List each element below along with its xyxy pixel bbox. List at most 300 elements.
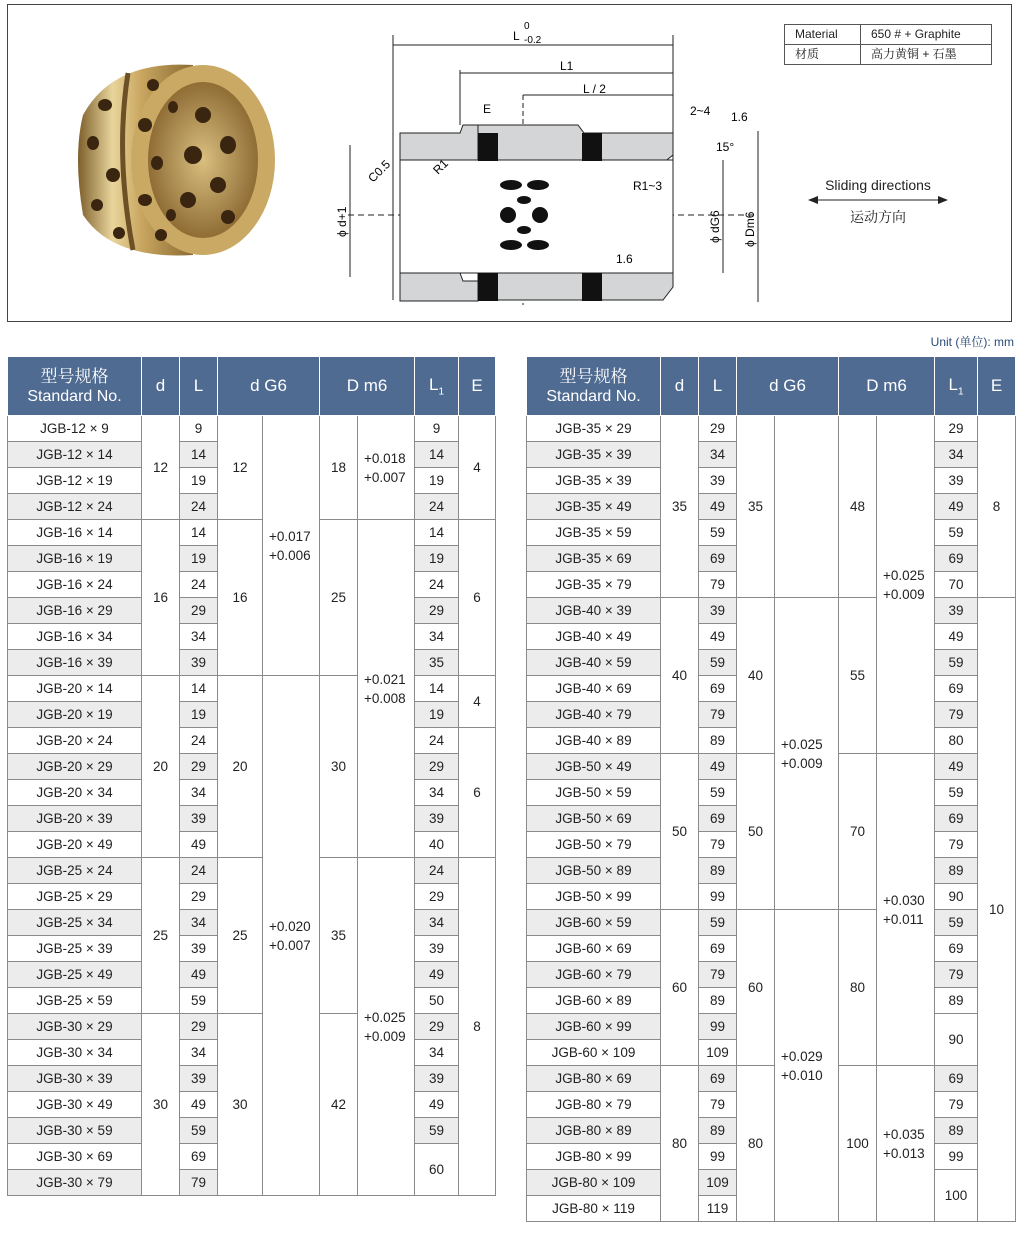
spec-table-left bbox=[7, 356, 496, 1196]
cell-L: 49 bbox=[180, 1092, 218, 1118]
sliding-label-zh: 运动方向 bbox=[850, 209, 906, 225]
cell-L1: 24 bbox=[415, 494, 459, 520]
tolerance-lower: +0.006 bbox=[269, 547, 311, 563]
header-Dm6: D m6 bbox=[839, 357, 935, 416]
cell-L1: 39 bbox=[415, 1066, 459, 1092]
cell-L1: 100 bbox=[935, 1170, 978, 1222]
cell-dG6-tolerance bbox=[263, 416, 320, 676]
cell-standard-no: JGB-16 × 24 bbox=[8, 572, 142, 598]
dim-Dm6: ϕ Dm6 bbox=[743, 211, 757, 247]
table-header-row bbox=[8, 357, 496, 416]
cell-standard-no: JGB-30 × 29 bbox=[8, 1014, 142, 1040]
cell-L1: 70 bbox=[935, 572, 978, 598]
cell-D: 80 bbox=[839, 910, 877, 1066]
cell-standard-no: JGB-16 × 39 bbox=[8, 650, 142, 676]
cell-standard-no: JGB-30 × 79 bbox=[8, 1170, 142, 1196]
cell-L1: 39 bbox=[935, 468, 978, 494]
cell-standard-no: JGB-40 × 89 bbox=[527, 728, 661, 754]
technical-drawing bbox=[328, 15, 778, 315]
cell-L: 34 bbox=[180, 780, 218, 806]
cell-L1: 79 bbox=[935, 702, 978, 728]
cell-standard-no: JGB-35 × 59 bbox=[527, 520, 661, 546]
cell-D: 18 bbox=[320, 416, 358, 520]
cell-standard-no: JGB-50 × 49 bbox=[527, 754, 661, 780]
tolerance-lower: +0.009 bbox=[883, 586, 925, 602]
cell-L: 39 bbox=[180, 806, 218, 832]
header-E: E bbox=[459, 357, 496, 416]
header-L1: $L_1$ bbox=[935, 357, 978, 416]
cell-standard-no: JGB-25 × 29 bbox=[8, 884, 142, 910]
tolerance-lower: +0.013 bbox=[883, 1145, 925, 1161]
header-E: E bbox=[978, 357, 1016, 416]
cell-d: 30 bbox=[142, 1014, 180, 1196]
dim-L1: L1 bbox=[560, 59, 574, 73]
cell-standard-no: JGB-30 × 69 bbox=[8, 1144, 142, 1170]
cell-L: 99 bbox=[699, 884, 737, 910]
cell-standard-no: JGB-80 × 89 bbox=[527, 1118, 661, 1144]
material-table bbox=[784, 24, 992, 65]
tolerance-upper: +0.017 bbox=[269, 528, 311, 544]
cell-Dm6-tolerance bbox=[877, 754, 935, 1066]
cell-standard-no: JGB-60 × 89 bbox=[527, 988, 661, 1014]
cell-dG6: 60 bbox=[737, 910, 775, 1066]
cell-d: 20 bbox=[142, 676, 180, 858]
cell-L1: 69 bbox=[935, 1066, 978, 1092]
cell-L: 69 bbox=[699, 1066, 737, 1092]
cell-L1: 29 bbox=[415, 1014, 459, 1040]
cell-L1: 19 bbox=[415, 702, 459, 728]
header-L: L bbox=[699, 357, 737, 416]
cell-L: 19 bbox=[180, 702, 218, 728]
cell-standard-no: JGB-16 × 19 bbox=[8, 546, 142, 572]
cell-L1: 24 bbox=[415, 572, 459, 598]
cell-dG6: 12 bbox=[218, 416, 263, 520]
cell-L: 24 bbox=[180, 494, 218, 520]
cell-dG6: 25 bbox=[218, 858, 263, 1014]
cell-E: 8 bbox=[459, 858, 496, 1196]
cell-standard-no: JGB-12 × 24 bbox=[8, 494, 142, 520]
dim-L: L bbox=[513, 29, 520, 43]
table-row bbox=[8, 416, 496, 442]
cell-D: 25 bbox=[320, 520, 358, 676]
angle-15: 15° bbox=[716, 140, 735, 154]
dim-E: E bbox=[483, 102, 492, 116]
cell-L: 29 bbox=[180, 884, 218, 910]
cell-dG6-tolerance bbox=[775, 416, 839, 598]
cell-dG6: 16 bbox=[218, 520, 263, 676]
cell-L: 34 bbox=[180, 1040, 218, 1066]
cell-L1: 89 bbox=[935, 858, 978, 884]
cell-L1: 29 bbox=[415, 884, 459, 910]
cell-standard-no: JGB-12 × 9 bbox=[8, 416, 142, 442]
cell-L: 19 bbox=[180, 468, 218, 494]
cell-L1: 34 bbox=[935, 442, 978, 468]
table-row bbox=[8, 858, 496, 884]
cell-L1: 14 bbox=[415, 520, 459, 546]
cell-L: 34 bbox=[180, 910, 218, 936]
cell-L: 89 bbox=[699, 728, 737, 754]
tolerance-upper: +0.025 bbox=[883, 567, 925, 583]
cell-L1: 49 bbox=[935, 624, 978, 650]
cell-standard-no: JGB-35 × 69 bbox=[527, 546, 661, 572]
tolerance-upper: +0.035 bbox=[883, 1126, 925, 1142]
table-row bbox=[8, 1014, 496, 1040]
dim-d-plus-1: ϕ d+1 bbox=[335, 206, 349, 237]
cell-D: 35 bbox=[320, 858, 358, 1014]
cell-L: 79 bbox=[699, 962, 737, 988]
cell-L: 109 bbox=[699, 1170, 737, 1196]
cell-L1: 34 bbox=[415, 624, 459, 650]
cell-standard-no: JGB-35 × 39 bbox=[527, 442, 661, 468]
cell-dG6: 40 bbox=[737, 598, 775, 754]
cell-L: 69 bbox=[699, 676, 737, 702]
cell-Dm6-tolerance bbox=[358, 416, 415, 520]
cell-L1: 19 bbox=[415, 468, 459, 494]
cell-E: 4 bbox=[459, 676, 496, 728]
tolerance-lower: +0.007 bbox=[364, 469, 406, 485]
cell-standard-no: JGB-20 × 34 bbox=[8, 780, 142, 806]
cell-standard-no: JGB-80 × 69 bbox=[527, 1066, 661, 1092]
cell-D: 70 bbox=[839, 754, 877, 910]
cell-L1: 59 bbox=[415, 1118, 459, 1144]
cell-L1: 79 bbox=[935, 832, 978, 858]
header-d: d bbox=[142, 357, 180, 416]
cell-L: 24 bbox=[180, 572, 218, 598]
cell-E: 4 bbox=[459, 416, 496, 520]
cell-L: 69 bbox=[180, 1144, 218, 1170]
cell-standard-no: JGB-20 × 29 bbox=[8, 754, 142, 780]
cell-L1: 59 bbox=[935, 780, 978, 806]
table-row bbox=[8, 520, 496, 546]
cell-D: 30 bbox=[320, 676, 358, 858]
cell-standard-no: JGB-35 × 79 bbox=[527, 572, 661, 598]
cell-d: 25 bbox=[142, 858, 180, 1014]
cell-L: 49 bbox=[180, 962, 218, 988]
radius-r1: R1 bbox=[430, 156, 451, 178]
cell-standard-no: JGB-20 × 49 bbox=[8, 832, 142, 858]
cell-E: 6 bbox=[459, 728, 496, 858]
cell-standard-no: JGB-20 × 39 bbox=[8, 806, 142, 832]
cell-L: 79 bbox=[699, 702, 737, 728]
cell-standard-no: JGB-20 × 14 bbox=[8, 676, 142, 702]
cell-L: 59 bbox=[180, 1118, 218, 1144]
header-Dm6: D m6 bbox=[320, 357, 415, 416]
cell-L: 69 bbox=[699, 936, 737, 962]
material-row bbox=[785, 25, 992, 45]
material-label: 材质 bbox=[785, 45, 861, 65]
table-row bbox=[527, 598, 1016, 624]
drawing-panel bbox=[7, 4, 1012, 322]
cell-L1: 59 bbox=[935, 650, 978, 676]
header-standard-no: 型号规格 Standard No. bbox=[8, 357, 142, 416]
cell-L: 99 bbox=[699, 1144, 737, 1170]
cell-L1: 34 bbox=[415, 910, 459, 936]
cell-standard-no: JGB-30 × 49 bbox=[8, 1092, 142, 1118]
header-dG6: d G6 bbox=[218, 357, 320, 416]
cell-L: 79 bbox=[699, 1092, 737, 1118]
cell-L1: 69 bbox=[935, 806, 978, 832]
cell-standard-no: JGB-25 × 39 bbox=[8, 936, 142, 962]
cell-D: 55 bbox=[839, 598, 877, 754]
cell-standard-no: JGB-50 × 69 bbox=[527, 806, 661, 832]
tolerance-upper: +0.029 bbox=[781, 1048, 823, 1064]
cell-Dm6-tolerance bbox=[877, 1066, 935, 1222]
table-row bbox=[527, 1066, 1016, 1092]
cell-L1: 9 bbox=[415, 416, 459, 442]
cell-L1: 29 bbox=[415, 598, 459, 624]
cell-L: 39 bbox=[180, 936, 218, 962]
cell-standard-no: JGB-60 × 109 bbox=[527, 1040, 661, 1066]
cell-L: 99 bbox=[699, 1014, 737, 1040]
tolerance-upper: +0.025 bbox=[364, 1009, 406, 1025]
cell-d: 12 bbox=[142, 416, 180, 520]
cell-standard-no: JGB-16 × 29 bbox=[8, 598, 142, 624]
cell-L: 89 bbox=[699, 988, 737, 1014]
cell-d: 40 bbox=[661, 598, 699, 754]
tolerance-lower: +0.011 bbox=[883, 911, 924, 927]
cell-E: 6 bbox=[459, 520, 496, 676]
cell-L: 29 bbox=[180, 598, 218, 624]
header-d: d bbox=[661, 357, 699, 416]
cell-standard-no: JGB-50 × 79 bbox=[527, 832, 661, 858]
cell-L: 39 bbox=[699, 468, 737, 494]
cell-dG6-tolerance bbox=[775, 598, 839, 910]
tolerance-upper: +0.018 bbox=[364, 450, 406, 466]
cell-dG6: 35 bbox=[737, 416, 775, 598]
cell-dG6: 50 bbox=[737, 754, 775, 910]
cell-standard-no: JGB-35 × 29 bbox=[527, 416, 661, 442]
cell-L1: 90 bbox=[935, 1014, 978, 1066]
cell-d: 80 bbox=[661, 1066, 699, 1222]
cell-L1: 60 bbox=[415, 1144, 459, 1196]
cell-L: 69 bbox=[699, 806, 737, 832]
material-value: 650 # + Graphite bbox=[861, 25, 992, 45]
cell-Dm6-tolerance bbox=[877, 416, 935, 754]
spec-table-right bbox=[526, 356, 1016, 1222]
cell-dG6-tolerance bbox=[775, 910, 839, 1222]
sliding-label-en: Sliding directions bbox=[825, 177, 931, 193]
cell-Dm6-tolerance bbox=[358, 858, 415, 1196]
cell-L: 14 bbox=[180, 520, 218, 546]
unit-label: Unit (单位): mm bbox=[930, 335, 1014, 349]
cell-L1: 69 bbox=[935, 546, 978, 572]
cell-standard-no: JGB-50 × 99 bbox=[527, 884, 661, 910]
cell-L1: 14 bbox=[415, 442, 459, 468]
tolerance-upper: +0.030 bbox=[883, 892, 925, 908]
cell-standard-no: JGB-60 × 79 bbox=[527, 962, 661, 988]
cell-standard-no: JGB-60 × 99 bbox=[527, 1014, 661, 1040]
cell-L1: 29 bbox=[415, 754, 459, 780]
cell-standard-no: JGB-60 × 59 bbox=[527, 910, 661, 936]
header-L1: $L_1$ bbox=[415, 357, 459, 416]
cell-L: 89 bbox=[699, 858, 737, 884]
cell-standard-no: JGB-50 × 59 bbox=[527, 780, 661, 806]
cell-L1: 49 bbox=[935, 494, 978, 520]
cell-L: 59 bbox=[699, 780, 737, 806]
table-header-row bbox=[527, 357, 1016, 416]
cell-dG6: 30 bbox=[218, 1014, 263, 1196]
cell-L: 29 bbox=[180, 1014, 218, 1040]
cell-L1: 59 bbox=[935, 520, 978, 546]
cell-standard-no: JGB-30 × 39 bbox=[8, 1066, 142, 1092]
double-arrow-icon bbox=[808, 193, 948, 207]
cell-standard-no: JGB-30 × 34 bbox=[8, 1040, 142, 1066]
cell-L: 69 bbox=[699, 546, 737, 572]
cell-L1: 19 bbox=[415, 546, 459, 572]
cell-standard-no: JGB-30 × 59 bbox=[8, 1118, 142, 1144]
cell-L1: 69 bbox=[935, 676, 978, 702]
cell-standard-no: JGB-35 × 39 bbox=[527, 468, 661, 494]
cell-dG6: 80 bbox=[737, 1066, 775, 1222]
tolerance-upper: +0.025 bbox=[781, 736, 823, 752]
cell-standard-no: JGB-12 × 19 bbox=[8, 468, 142, 494]
cell-standard-no: JGB-25 × 24 bbox=[8, 858, 142, 884]
cell-L1: 34 bbox=[415, 780, 459, 806]
cell-E: 8 bbox=[978, 416, 1016, 598]
cell-L1: 39 bbox=[415, 806, 459, 832]
cell-d: 60 bbox=[661, 910, 699, 1066]
cell-L: 34 bbox=[699, 442, 737, 468]
dim-L-lower: -0.2 bbox=[524, 35, 542, 46]
chamfer-label: C0.5 bbox=[365, 157, 394, 186]
cell-L: 59 bbox=[699, 910, 737, 936]
cell-L: 39 bbox=[699, 598, 737, 624]
bushing-photo bbox=[53, 45, 283, 270]
cell-L: 119 bbox=[699, 1196, 737, 1222]
cell-standard-no: JGB-35 × 49 bbox=[527, 494, 661, 520]
dim-dG6: ϕ dG6 bbox=[708, 210, 722, 243]
cell-L: 24 bbox=[180, 858, 218, 884]
cell-L1: 24 bbox=[415, 728, 459, 754]
cell-L: 59 bbox=[699, 520, 737, 546]
cell-L1: 49 bbox=[935, 754, 978, 780]
material-label: Material bbox=[785, 25, 861, 45]
cell-standard-no: JGB-40 × 69 bbox=[527, 676, 661, 702]
dim-L-upper: 0 bbox=[524, 21, 530, 32]
cell-standard-no: JGB-40 × 59 bbox=[527, 650, 661, 676]
cell-standard-no: JGB-20 × 19 bbox=[8, 702, 142, 728]
cell-standard-no: JGB-12 × 14 bbox=[8, 442, 142, 468]
sliding-directions bbox=[808, 177, 948, 227]
cell-L1: 24 bbox=[415, 858, 459, 884]
cell-L1: 49 bbox=[415, 1092, 459, 1118]
cell-standard-no: JGB-80 × 109 bbox=[527, 1170, 661, 1196]
cell-L1: 69 bbox=[935, 936, 978, 962]
dim-2-4: 2~4 bbox=[690, 104, 711, 118]
cell-E: 10 bbox=[978, 598, 1016, 1222]
cell-L: 49 bbox=[180, 832, 218, 858]
cell-L: 24 bbox=[180, 728, 218, 754]
cell-D: 100 bbox=[839, 1066, 877, 1222]
cell-L1: 35 bbox=[415, 650, 459, 676]
cell-L: 39 bbox=[180, 1066, 218, 1092]
cell-L: 49 bbox=[699, 494, 737, 520]
radius-r1-3: R1~3 bbox=[633, 179, 663, 193]
cell-standard-no: JGB-25 × 49 bbox=[8, 962, 142, 988]
finish-bottom: 1.6 bbox=[616, 252, 633, 266]
table-row bbox=[8, 676, 496, 702]
table-row bbox=[527, 416, 1016, 442]
tolerance-lower: +0.010 bbox=[781, 1067, 823, 1083]
table-row bbox=[527, 910, 1016, 936]
cell-standard-no: JGB-80 × 99 bbox=[527, 1144, 661, 1170]
cell-L1: 29 bbox=[935, 416, 978, 442]
header-dG6: d G6 bbox=[737, 357, 839, 416]
cell-standard-no: JGB-20 × 24 bbox=[8, 728, 142, 754]
table-row bbox=[527, 754, 1016, 780]
cell-L1: 90 bbox=[935, 884, 978, 910]
cell-L: 34 bbox=[180, 624, 218, 650]
cell-standard-no: JGB-16 × 34 bbox=[8, 624, 142, 650]
cell-dG6-tolerance bbox=[263, 676, 320, 1196]
dim-L-half: L / 2 bbox=[583, 82, 606, 96]
cell-L1: 14 bbox=[415, 676, 459, 702]
cell-L1: 80 bbox=[935, 728, 978, 754]
tolerance-lower: +0.008 bbox=[364, 690, 406, 706]
cell-standard-no: JGB-80 × 79 bbox=[527, 1092, 661, 1118]
cell-L1: 34 bbox=[415, 1040, 459, 1066]
cell-L: 39 bbox=[180, 650, 218, 676]
cell-dG6: 20 bbox=[218, 676, 263, 858]
cell-L1: 89 bbox=[935, 988, 978, 1014]
cell-L1: 39 bbox=[935, 598, 978, 624]
cell-L1: 99 bbox=[935, 1144, 978, 1170]
cell-L: 79 bbox=[699, 832, 737, 858]
cell-d: 16 bbox=[142, 520, 180, 676]
cell-L: 79 bbox=[180, 1170, 218, 1196]
cell-standard-no: JGB-25 × 34 bbox=[8, 910, 142, 936]
cell-standard-no: JGB-25 × 59 bbox=[8, 988, 142, 1014]
cell-standard-no: JGB-40 × 39 bbox=[527, 598, 661, 624]
header-standard-no: 型号规格 Standard No. bbox=[527, 357, 661, 416]
cell-L1: 79 bbox=[935, 962, 978, 988]
material-value: 高力黄铜 + 石墨 bbox=[861, 45, 992, 65]
tolerance-lower: +0.007 bbox=[269, 937, 311, 953]
cell-L: 49 bbox=[699, 624, 737, 650]
material-row bbox=[785, 45, 992, 65]
tolerance-upper: +0.021 bbox=[364, 671, 406, 687]
cell-L: 59 bbox=[180, 988, 218, 1014]
cell-Dm6-tolerance bbox=[358, 520, 415, 858]
tolerance-upper: +0.020 bbox=[269, 918, 311, 934]
cell-L1: 50 bbox=[415, 988, 459, 1014]
cell-L1: 89 bbox=[935, 1118, 978, 1144]
tolerance-lower: +0.009 bbox=[364, 1028, 406, 1044]
cell-standard-no: JGB-40 × 49 bbox=[527, 624, 661, 650]
cell-L: 14 bbox=[180, 676, 218, 702]
tolerance-lower: +0.009 bbox=[781, 755, 823, 771]
cell-L1: 59 bbox=[935, 910, 978, 936]
cell-standard-no: JGB-40 × 79 bbox=[527, 702, 661, 728]
cell-d: 35 bbox=[661, 416, 699, 598]
cell-standard-no: JGB-60 × 69 bbox=[527, 936, 661, 962]
cell-L: 29 bbox=[180, 754, 218, 780]
cell-L: 19 bbox=[180, 546, 218, 572]
cell-L1: 39 bbox=[415, 936, 459, 962]
header-L: L bbox=[180, 357, 218, 416]
cell-L1: 49 bbox=[415, 962, 459, 988]
cell-L: 9 bbox=[180, 416, 218, 442]
cell-D: 48 bbox=[839, 416, 877, 598]
cell-standard-no: JGB-80 × 119 bbox=[527, 1196, 661, 1222]
cell-standard-no: JGB-50 × 89 bbox=[527, 858, 661, 884]
cell-L1: 40 bbox=[415, 832, 459, 858]
cell-d: 50 bbox=[661, 754, 699, 910]
cell-L: 89 bbox=[699, 1118, 737, 1144]
cell-L1: 79 bbox=[935, 1092, 978, 1118]
finish-top: 1.6 bbox=[731, 110, 748, 124]
cell-L: 49 bbox=[699, 754, 737, 780]
